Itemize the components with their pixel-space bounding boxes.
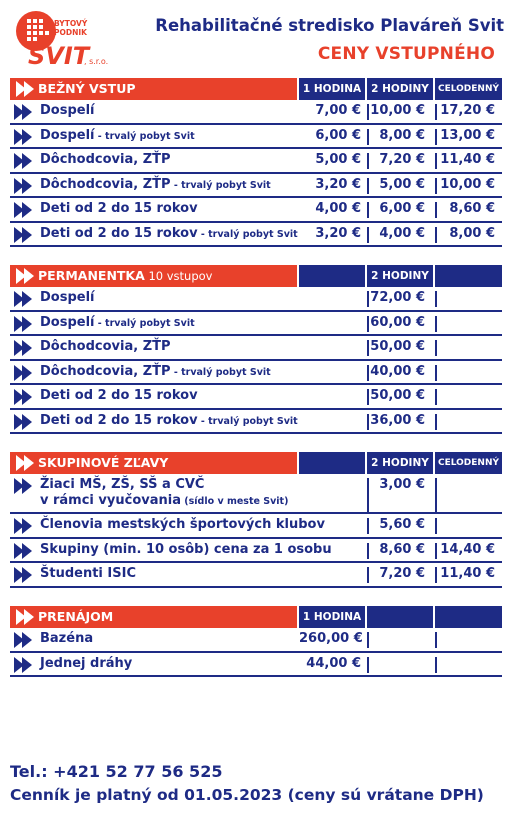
col-header-1-hodina: 1 HODINA	[299, 78, 365, 100]
table-row	[10, 474, 502, 514]
price-c1: 260,00 €	[299, 631, 363, 646]
price-c2: 5,00 €	[379, 176, 425, 192]
chevron-right-icon	[12, 340, 36, 356]
row-label-line2: v rámci vyučovania (sídlo v meste Svit)	[40, 493, 289, 508]
column-divider	[367, 632, 369, 648]
price-c1: 44,00 €	[306, 655, 361, 671]
col-header-empty	[299, 265, 365, 287]
footer-phone: Tel.: +421 52 77 56 525	[10, 762, 223, 781]
table-row	[10, 385, 502, 410]
chevron-right-icon	[12, 291, 36, 307]
chevron-right-icon	[12, 227, 36, 243]
chevron-right-icon	[14, 609, 38, 625]
table-row	[10, 539, 502, 564]
table-row	[10, 100, 502, 125]
section-title: BEŽNÝ VSTUP	[10, 78, 297, 100]
logo-line2: PODNIK	[54, 28, 87, 37]
price-c1: 7,00 €	[315, 103, 361, 118]
table-row	[10, 653, 502, 678]
price-c2: 4,00 €	[379, 225, 425, 241]
price-c2: 7,20 €	[379, 566, 425, 581]
table-row	[10, 336, 502, 361]
section-title: PRENÁJOM	[10, 606, 297, 628]
price-c3: 13,00 €	[440, 127, 495, 143]
price-c2: 5,60 €	[379, 517, 425, 532]
row-label: Študenti ISIC	[40, 566, 136, 581]
table-row	[10, 287, 502, 312]
chevron-right-icon	[12, 657, 36, 673]
column-divider	[435, 316, 437, 332]
column-divider	[435, 632, 437, 648]
chevron-right-icon	[12, 316, 36, 332]
col-header-empty	[367, 606, 433, 628]
section-bezny-vstup	[10, 78, 502, 247]
price-c2: 40,00 €	[370, 363, 425, 379]
column-divider	[435, 291, 437, 307]
price-c2: 50,00 €	[370, 339, 425, 354]
logo-suffix: , s.r.o.	[84, 57, 109, 66]
price-c3: 17,20 €	[440, 103, 495, 118]
price-c2: 50,00 €	[370, 388, 425, 403]
table-row	[10, 628, 502, 653]
footer-validity: Cenník je platný od 01.05.2023 (ceny sú vrátane DPH)	[10, 786, 484, 804]
row-label: Dôchodcovia, ZŤP - trvalý pobyt Svit	[40, 176, 271, 192]
table-row	[10, 149, 502, 174]
price-c3: 14,40 €	[440, 541, 495, 557]
price-c2: 36,00 €	[370, 412, 425, 428]
chevron-right-icon	[12, 543, 36, 559]
column-divider	[367, 657, 369, 673]
price-c2: 60,00 €	[370, 314, 425, 330]
chevron-right-icon	[12, 632, 36, 648]
row-label: Dospelí - trvalý pobyt Svit	[40, 127, 195, 143]
col-header-celodenny: CELODENNÝ	[435, 452, 502, 474]
col-header-empty	[299, 452, 365, 474]
chevron-right-icon	[12, 129, 36, 145]
price-2-hodiny: 3,00 €	[379, 477, 425, 492]
row-label: Skupiny (min. 10 osôb) cena za 1 osobu	[40, 541, 332, 557]
price-c2: 10,00 €	[370, 103, 425, 118]
section-title: SKUPINOVÉ ZĽAVY	[10, 452, 297, 474]
col-header-1-hodina: 1 HODINA	[299, 606, 365, 628]
price-c3: 11,40 €	[440, 152, 495, 167]
section-header	[10, 78, 502, 100]
row-label: Dospelí	[40, 103, 95, 118]
chevron-right-icon	[12, 567, 36, 583]
price-c2: 8,00 €	[379, 127, 425, 143]
logo-line1: BYTOVÝ	[54, 19, 88, 28]
row-label: Deti od 2 do 15 rokov - trvalý pobyt Svit	[40, 225, 298, 241]
row-label: Dospelí - trvalý pobyt Svit	[40, 314, 195, 330]
price-c1: 4,00 €	[315, 201, 361, 216]
row-label: Dôchodcovia, ZŤP	[40, 152, 171, 167]
row-label: Žiaci MŠ, ZŠ, SŠ a CVČ	[40, 477, 205, 492]
chevron-right-icon	[14, 455, 38, 471]
column-divider	[435, 657, 437, 673]
table-row	[10, 410, 502, 435]
company-logo	[14, 6, 124, 74]
row-label: Bazéna	[40, 631, 94, 646]
section-header	[10, 606, 502, 628]
chevron-right-icon	[12, 104, 36, 120]
price-c2: 72,00 €	[370, 290, 425, 305]
chevron-right-icon	[12, 518, 36, 534]
column-divider	[435, 414, 437, 430]
price-c1: 5,00 €	[315, 152, 361, 167]
chevron-right-icon	[12, 365, 36, 381]
column-divider	[435, 478, 437, 512]
section-title: PERMANENTKA 10 vstupov	[10, 265, 297, 287]
price-c2: 7,20 €	[379, 152, 425, 167]
col-header-empty	[435, 606, 502, 628]
price-c1: 3,20 €	[315, 225, 361, 241]
price-c3: 11,40 €	[440, 566, 495, 581]
price-c2: 6,00 €	[379, 201, 425, 216]
section-header	[10, 265, 502, 287]
column-divider	[435, 389, 437, 405]
price-c1: 3,20 €	[315, 176, 361, 192]
table-row	[10, 125, 502, 150]
col-header-2-hodiny: 2 HODINY	[367, 265, 433, 287]
table-row	[10, 312, 502, 337]
row-label: Dospelí	[40, 290, 95, 305]
chevron-right-icon	[12, 478, 36, 494]
table-row	[10, 174, 502, 199]
price-c2: 8,60 €	[379, 541, 425, 557]
section-header	[10, 452, 502, 474]
row-label: Dôchodcovia, ZŤP	[40, 339, 171, 354]
section-skupinove-zlavy	[10, 452, 502, 588]
table-row	[10, 198, 502, 223]
table-row	[10, 514, 502, 539]
price-c3: 8,00 €	[449, 225, 495, 241]
logo-brand: SVIT	[28, 42, 90, 70]
table-row	[10, 361, 502, 386]
table-row	[10, 223, 502, 248]
chevron-right-icon	[12, 153, 36, 169]
col-header-2-hodiny: 2 HODINY	[367, 78, 433, 100]
price-c1: 6,00 €	[315, 127, 361, 143]
table-row	[10, 563, 502, 588]
section-prenajom	[10, 606, 502, 677]
price-c3: 10,00 €	[440, 176, 495, 192]
chevron-right-icon	[12, 202, 36, 218]
section-permanentka	[10, 265, 502, 434]
chevron-right-icon	[12, 389, 36, 405]
price-c3: 8,60 €	[449, 201, 495, 216]
row-label: Dôchodcovia, ZŤP - trvalý pobyt Svit	[40, 363, 271, 379]
row-label: Deti od 2 do 15 rokov	[40, 388, 198, 403]
chevron-right-icon	[14, 81, 38, 97]
column-divider	[435, 340, 437, 356]
col-header-celodenny: CELODENNÝ	[435, 78, 502, 100]
page-title: Rehabilitačné stredisko Plaváreň Svit	[155, 16, 504, 35]
row-label: Členovia mestských športových klubov	[40, 517, 325, 532]
col-header-2-hodiny: 2 HODINY	[367, 452, 433, 474]
chevron-right-icon	[14, 268, 38, 284]
row-label: Deti od 2 do 15 rokov - trvalý pobyt Svit	[40, 412, 298, 428]
chevron-right-icon	[12, 414, 36, 430]
col-header-empty	[435, 265, 502, 287]
column-divider	[435, 518, 437, 534]
column-divider	[435, 365, 437, 381]
chevron-right-icon	[12, 178, 36, 194]
row-label: Deti od 2 do 15 rokov	[40, 201, 198, 216]
row-label: Jednej dráhy	[40, 655, 133, 671]
page-subtitle: CENY VSTUPNÉHO	[317, 44, 495, 64]
